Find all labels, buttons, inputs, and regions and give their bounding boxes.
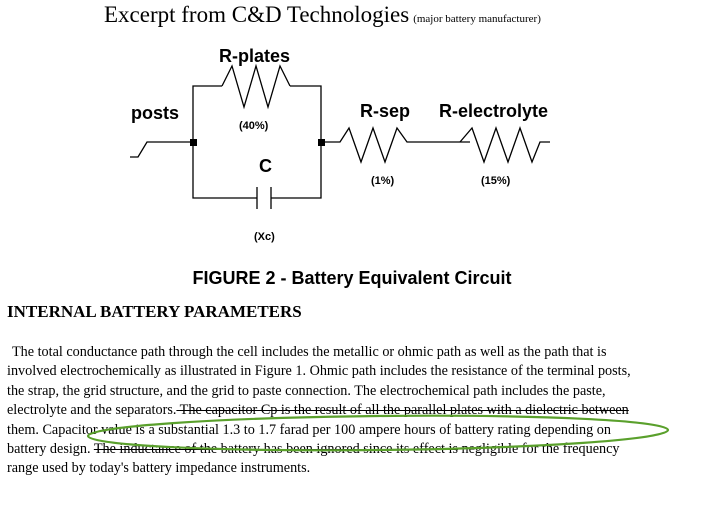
line-6-text: battery design. [7,441,94,458]
paragraph-line-2: involved electrochemically as illustrated in Figure 1. Ohmic path includes the resistance of the terminal posts, [7,363,631,380]
paragraph-line-7: range used by today's battery impedance instruments. [7,460,311,477]
title-subtitle: (major battery manufacturer) [413,13,541,25]
junction-right [318,139,325,146]
r-electrolyte-label: R-electrolyte [439,101,549,121]
line-5-text: them. [7,421,39,438]
r-electrolyte-percent: (15%) [481,175,511,187]
r-electrolyte-resistor [460,128,550,162]
r-sep-resistor [321,128,470,162]
paragraph-line-6 [7,440,697,459]
line-5-highlighted: Capacitor value is a substantial 1.3 to 1.7 farad per 100 ampere hours of battery rating depending on [38,421,611,438]
posts-label: posts [131,103,180,123]
capacitor-xc: (Xc) [254,231,275,243]
r-sep-percent: (1%) [371,175,395,187]
capacitor-label: C [259,156,272,176]
title-main: Excerpt from C&D Technologies [104,2,410,27]
parallel-left-rail [193,86,222,142]
r-plates-label: R-plates [219,46,291,66]
r-sep-label: R-sep [360,101,411,121]
body-paragraph [7,343,697,479]
junction-left [190,139,197,146]
r-plates-percent: (40%) [239,120,269,132]
parallel-right-rail [290,86,321,142]
paragraph-line-4 [7,401,697,420]
line-6-end: negligible for the frequency [457,441,620,458]
paragraph-line-1: The total conductance path through the cell includes the metallic or ohmic path as well as the path that is [12,344,607,360]
post-lead-wire [130,142,193,157]
paragraph-line-5 [7,421,697,440]
line-4-text: electrolyte and the separators. [7,402,177,419]
paragraph-line-3: the strap, the grid structure, and the grid to paste connection. The electrochemical path includes the paste, [7,382,606,399]
r-plates-resistor [222,66,290,107]
figure-caption: FIGURE 2 - Battery Equivalent Circuit [192,268,512,288]
section-heading: INTERNAL BATTERY PARAMETERS [7,302,302,321]
line-6-strikethrough: The inductance of the battery has been ignored since its effect is [93,441,458,458]
line-4-strikethrough: The capacitor Cp is the result of all the parallel plates with a dielectric between [176,402,629,419]
